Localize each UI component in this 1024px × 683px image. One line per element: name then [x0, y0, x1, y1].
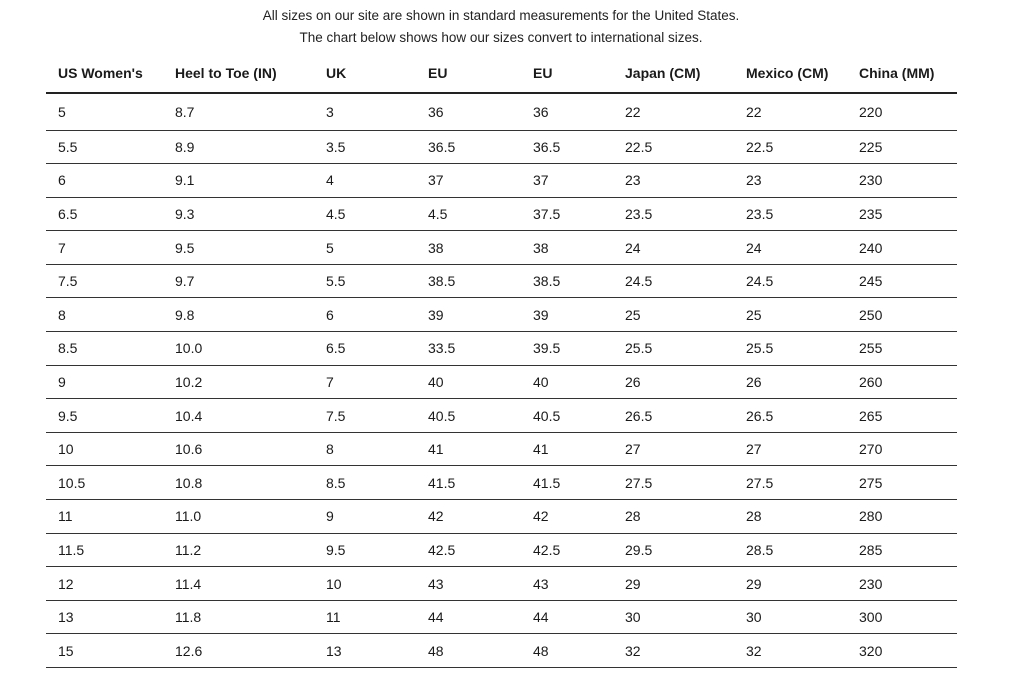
table-cell: 8: [314, 432, 416, 466]
table-cell: 24.5: [613, 264, 734, 298]
table-cell: 5: [314, 231, 416, 265]
table-cell: 10.8: [163, 466, 314, 500]
table-cell: 275: [847, 466, 957, 500]
table-cell: 41: [416, 432, 521, 466]
table-cell: 26: [613, 365, 734, 399]
table-cell: 6: [314, 298, 416, 332]
table-cell: 22: [613, 93, 734, 130]
table-cell: 43: [521, 567, 613, 601]
table-cell: 4.5: [314, 197, 416, 231]
table-cell: 29.5: [613, 533, 734, 567]
size-conversion-table: [46, 54, 957, 668]
table-cell: 5: [46, 93, 163, 130]
table-cell: 42.5: [416, 533, 521, 567]
table-cell: 255: [847, 332, 957, 366]
table-row: [46, 164, 957, 198]
header-eu-alt: EU: [521, 54, 613, 93]
table-cell: 260: [847, 365, 957, 399]
table-cell: 23: [734, 164, 847, 198]
table-cell: 11: [46, 500, 163, 534]
intro-line-1: All sizes on our site are shown in standard measurements for the United States.: [262, 8, 740, 23]
table-cell: 26: [734, 365, 847, 399]
table-cell: 7: [314, 365, 416, 399]
header-mexico: Mexico (CM): [734, 54, 847, 93]
table-cell: 9.8: [163, 298, 314, 332]
table-cell: 30: [734, 600, 847, 634]
table-row: [46, 365, 957, 399]
table-cell: 38.5: [521, 264, 613, 298]
table-cell: 6.5: [46, 197, 163, 231]
table-header-row: [46, 54, 957, 93]
table-cell: 27: [613, 432, 734, 466]
table-row: [46, 264, 957, 298]
table-cell: 24: [734, 231, 847, 265]
table-cell: 10.0: [163, 332, 314, 366]
header-uk: UK: [314, 54, 416, 93]
table-cell: 9.5: [46, 399, 163, 433]
table-cell: 240: [847, 231, 957, 265]
table-cell: 8.9: [163, 130, 314, 164]
table-cell: 11.4: [163, 567, 314, 601]
table-cell: 30: [613, 600, 734, 634]
table-cell: 48: [416, 634, 521, 668]
table-cell: 22: [734, 93, 847, 130]
table-cell: 245: [847, 264, 957, 298]
table-cell: 8: [46, 298, 163, 332]
table-cell: 11.5: [46, 533, 163, 567]
table-cell: 12.6: [163, 634, 314, 668]
table-cell: 40.5: [416, 399, 521, 433]
table-cell: 11: [314, 600, 416, 634]
table-cell: 12: [46, 567, 163, 601]
table-cell: 41.5: [521, 466, 613, 500]
table-cell: 7.5: [46, 264, 163, 298]
table-cell: 8.5: [314, 466, 416, 500]
table-row: [46, 399, 957, 433]
header-eu: EU: [416, 54, 521, 93]
table-cell: 41: [521, 432, 613, 466]
table-cell: 9: [46, 365, 163, 399]
table-cell: 6: [46, 164, 163, 198]
header-japan: Japan (CM): [613, 54, 734, 93]
table-row: [46, 298, 957, 332]
table-row: [46, 197, 957, 231]
table-cell: 220: [847, 93, 957, 130]
table-cell: 9.3: [163, 197, 314, 231]
table-cell: 39: [416, 298, 521, 332]
table-row: [46, 130, 957, 164]
table-cell: 39: [521, 298, 613, 332]
table-row: [46, 332, 957, 366]
table-cell: 10: [314, 567, 416, 601]
table-cell: 28: [613, 500, 734, 534]
table-row: [46, 600, 957, 634]
table-cell: 3.5: [314, 130, 416, 164]
table-cell: 38: [521, 231, 613, 265]
table-cell: 4: [314, 164, 416, 198]
table-cell: 9.5: [314, 533, 416, 567]
table-cell: 27.5: [734, 466, 847, 500]
table-cell: 25.5: [613, 332, 734, 366]
table-cell: 250: [847, 298, 957, 332]
table-row: [46, 93, 957, 130]
table-cell: 280: [847, 500, 957, 534]
table-cell: 10: [46, 432, 163, 466]
table-body: [46, 93, 957, 668]
table-row: [46, 567, 957, 601]
table-cell: 37.5: [521, 197, 613, 231]
table-cell: 36.5: [416, 130, 521, 164]
table-cell: 7: [46, 231, 163, 265]
table-cell: 28.5: [734, 533, 847, 567]
table-cell: 13: [46, 600, 163, 634]
table-row: [46, 466, 957, 500]
table-cell: 10.4: [163, 399, 314, 433]
table-cell: 22.5: [613, 130, 734, 164]
table-cell: 11.8: [163, 600, 314, 634]
table-cell: 230: [847, 567, 957, 601]
header-us-womens: US Women's: [46, 54, 163, 93]
table-cell: 28: [734, 500, 847, 534]
table-cell: 11.2: [163, 533, 314, 567]
table-cell: 38.5: [416, 264, 521, 298]
table-cell: 3: [314, 93, 416, 130]
table-cell: 41.5: [416, 466, 521, 500]
table-cell: 25: [734, 298, 847, 332]
table-cell: 43: [416, 567, 521, 601]
table-cell: 32: [613, 634, 734, 668]
table-cell: 285: [847, 533, 957, 567]
table-cell: 40: [521, 365, 613, 399]
table-cell: 42: [521, 500, 613, 534]
table-cell: 230: [847, 164, 957, 198]
header-heel-to-toe: Heel to Toe (IN): [163, 54, 314, 93]
table-cell: 4.5: [416, 197, 521, 231]
table-cell: 27.5: [613, 466, 734, 500]
table-cell: 265: [847, 399, 957, 433]
table-cell: 42.5: [521, 533, 613, 567]
table-cell: 36: [416, 93, 521, 130]
table-cell: 9.7: [163, 264, 314, 298]
table-cell: 270: [847, 432, 957, 466]
table-cell: 22.5: [734, 130, 847, 164]
table-cell: 26.5: [613, 399, 734, 433]
table-cell: 10.6: [163, 432, 314, 466]
table-cell: 44: [521, 600, 613, 634]
table-cell: 27: [734, 432, 847, 466]
table-row: [46, 533, 957, 567]
table-cell: 8.5: [46, 332, 163, 366]
table-row: [46, 634, 957, 668]
table-cell: 5.5: [46, 130, 163, 164]
table-cell: 39.5: [521, 332, 613, 366]
intro-text: [0, 5, 1002, 49]
table-cell: 40.5: [521, 399, 613, 433]
table-cell: 8.7: [163, 93, 314, 130]
table-cell: 7.5: [314, 399, 416, 433]
table-cell: 32: [734, 634, 847, 668]
table-row: [46, 500, 957, 534]
table-cell: 40: [416, 365, 521, 399]
table-cell: 13: [314, 634, 416, 668]
table-cell: 26.5: [734, 399, 847, 433]
table-cell: 25: [613, 298, 734, 332]
table-cell: 44: [416, 600, 521, 634]
table-cell: 235: [847, 197, 957, 231]
table-cell: 29: [734, 567, 847, 601]
table-cell: 9.1: [163, 164, 314, 198]
table-cell: 24: [613, 231, 734, 265]
table-cell: 33.5: [416, 332, 521, 366]
table-cell: 29: [613, 567, 734, 601]
table-cell: 9: [314, 500, 416, 534]
table-cell: 6.5: [314, 332, 416, 366]
table-cell: 24.5: [734, 264, 847, 298]
table-cell: 5.5: [314, 264, 416, 298]
table-cell: 37: [416, 164, 521, 198]
table-cell: 10.2: [163, 365, 314, 399]
table-cell: 23: [613, 164, 734, 198]
table-cell: 23.5: [613, 197, 734, 231]
table-cell: 225: [847, 130, 957, 164]
table-cell: 36.5: [521, 130, 613, 164]
table-cell: 320: [847, 634, 957, 668]
table-row: [46, 432, 957, 466]
table-cell: 36: [521, 93, 613, 130]
table-cell: 37: [521, 164, 613, 198]
table-row: [46, 231, 957, 265]
header-china: China (MM): [847, 54, 957, 93]
intro-line-2: The chart below shows how our sizes convert to international sizes.: [299, 30, 703, 45]
table-cell: 15: [46, 634, 163, 668]
table-cell: 38: [416, 231, 521, 265]
table-cell: 23.5: [734, 197, 847, 231]
table-cell: 9.5: [163, 231, 314, 265]
table-cell: 42: [416, 500, 521, 534]
table-cell: 300: [847, 600, 957, 634]
table-cell: 11.0: [163, 500, 314, 534]
table-cell: 25.5: [734, 332, 847, 366]
table-cell: 10.5: [46, 466, 163, 500]
table-cell: 48: [521, 634, 613, 668]
